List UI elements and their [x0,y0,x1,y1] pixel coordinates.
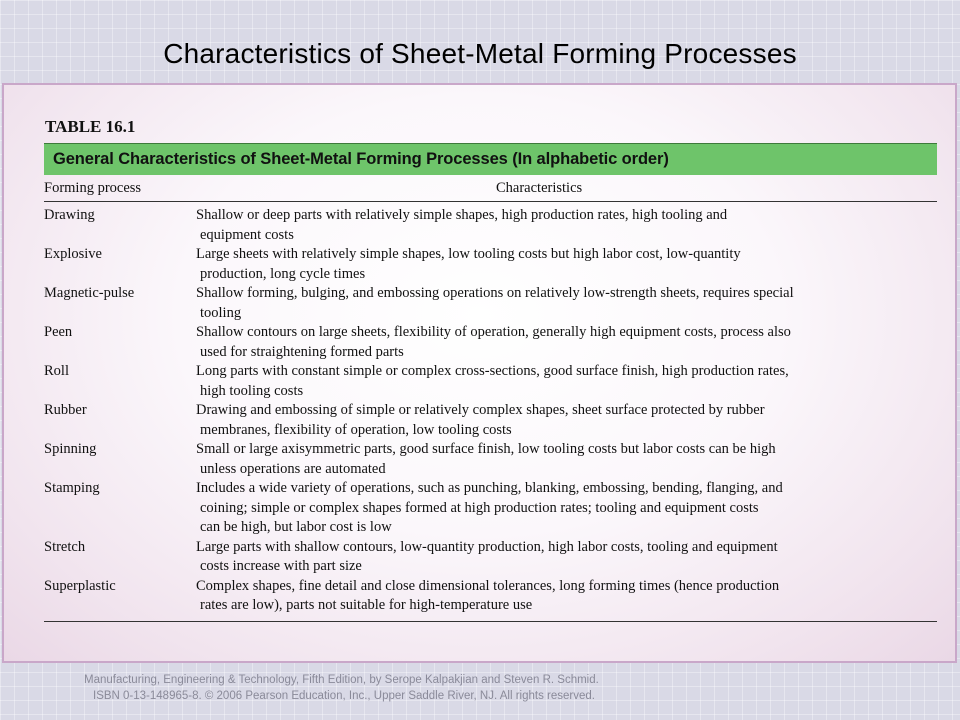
process-characteristics [196,440,936,479]
characteristics-line: high tooling costs [200,382,304,399]
process-name: Superplastic [44,577,116,594]
process-name: Magnetic-pulse [44,285,135,301]
characteristics-line: membranes, flexibility of operation, low tooling costs [200,421,512,438]
characteristics-line: tooling [200,304,242,321]
header-forming-process: Forming process [44,180,142,196]
footer-citation: Manufacturing, Engineering & Technology, Fifth Edition, by Serope Kalpakjian and Steven R. Schmid. [84,674,599,686]
table-row [44,323,937,362]
table-caption: General Characteristics of Sheet-Metal Forming Processes (In alphabetic order) [53,150,669,168]
process-name: Spinning [44,441,97,457]
copyright-footer [84,672,599,704]
table-row [44,206,937,245]
table-bottom-rule [44,621,937,622]
characteristics-line: Shallow contours on large sheets, flexibility of operation, generally high equipment costs, process also [196,324,791,340]
characteristics-line: unless operations are automated [200,460,386,477]
characteristics-line: can be high, but labor cost is low [200,519,392,535]
table-header-row [44,178,937,202]
table-row [44,245,937,284]
table-row [44,577,937,616]
process-name: Rubber [44,402,87,418]
characteristics-line: rates are low), parts not suitable for high-temperature use [200,597,533,613]
process-characteristics [196,479,936,538]
process-characteristics [196,538,936,577]
characteristics-line: Shallow or deep parts with relatively simple shapes, high production rates, high tooling and [196,207,728,223]
process-characteristics [196,245,936,284]
process-name: Peen [44,324,73,340]
table-caption-bar [44,143,937,175]
process-characteristics [196,323,936,362]
table-row [44,479,937,538]
process-characteristics [196,362,936,401]
footer-isbn: ISBN 0-13-148965-8. © 2006 Pearson Education, Inc., Upper Saddle River, NJ. All rights reserved. [93,690,595,702]
characteristics-line: Long parts with constant simple or complex cross-sections, good surface finish, high production rates, [196,363,789,379]
characteristics-line: production, long cycle times [200,265,366,282]
table-row [44,362,937,401]
process-name: Stamping [44,480,100,496]
slide-title: Characteristics of Sheet-Metal Forming Processes [163,38,797,69]
characteristics-line: Complex shapes, fine detail and close dimensional tolerances, long forming times (hence production [196,577,780,594]
characteristics-line: equipment costs [200,226,294,243]
table-row [44,284,937,323]
characteristics-line: used for straightening formed parts [200,343,404,360]
characteristics-line: Large sheets with relatively simple shapes, low tooling costs but high labor cost, low-quantity [196,246,741,262]
table-row [44,401,937,440]
characteristics-line: Shallow forming, bulging, and embossing operations on relatively low-strength sheets, requires special [196,285,794,301]
process-characteristics [196,401,936,440]
process-name: Stretch [44,538,86,555]
process-characteristics [196,206,936,245]
characteristics-line: Drawing and embossing of simple or relatively complex shapes, sheet surface protected by rubber [196,402,765,418]
characteristics-line: Small or large axisymmetric parts, good surface finish, low tooling costs but labor costs can be high [196,441,776,457]
table-row [44,440,937,479]
process-characteristics [196,577,936,616]
characteristics-line: Includes a wide variety of operations, such as punching, blanking, embossing, bending, flanging, and [196,480,783,496]
table-body [44,206,937,616]
characteristics-line: Large parts with shallow contours, low-quantity production, high labor costs, tooling and equipment [196,538,778,555]
process-name: Roll [44,363,69,379]
characteristics-line: costs increase with part size [200,558,362,574]
table-label: TABLE 16.1 [45,117,136,136]
process-name: Explosive [44,246,102,262]
process-characteristics [196,284,936,323]
characteristics-line: coining; simple or complex shapes formed at high production rates; tooling and equipment costs [200,499,759,516]
table-row [44,538,937,577]
process-name: Drawing [44,207,95,223]
header-characteristics: Characteristics [496,180,583,196]
